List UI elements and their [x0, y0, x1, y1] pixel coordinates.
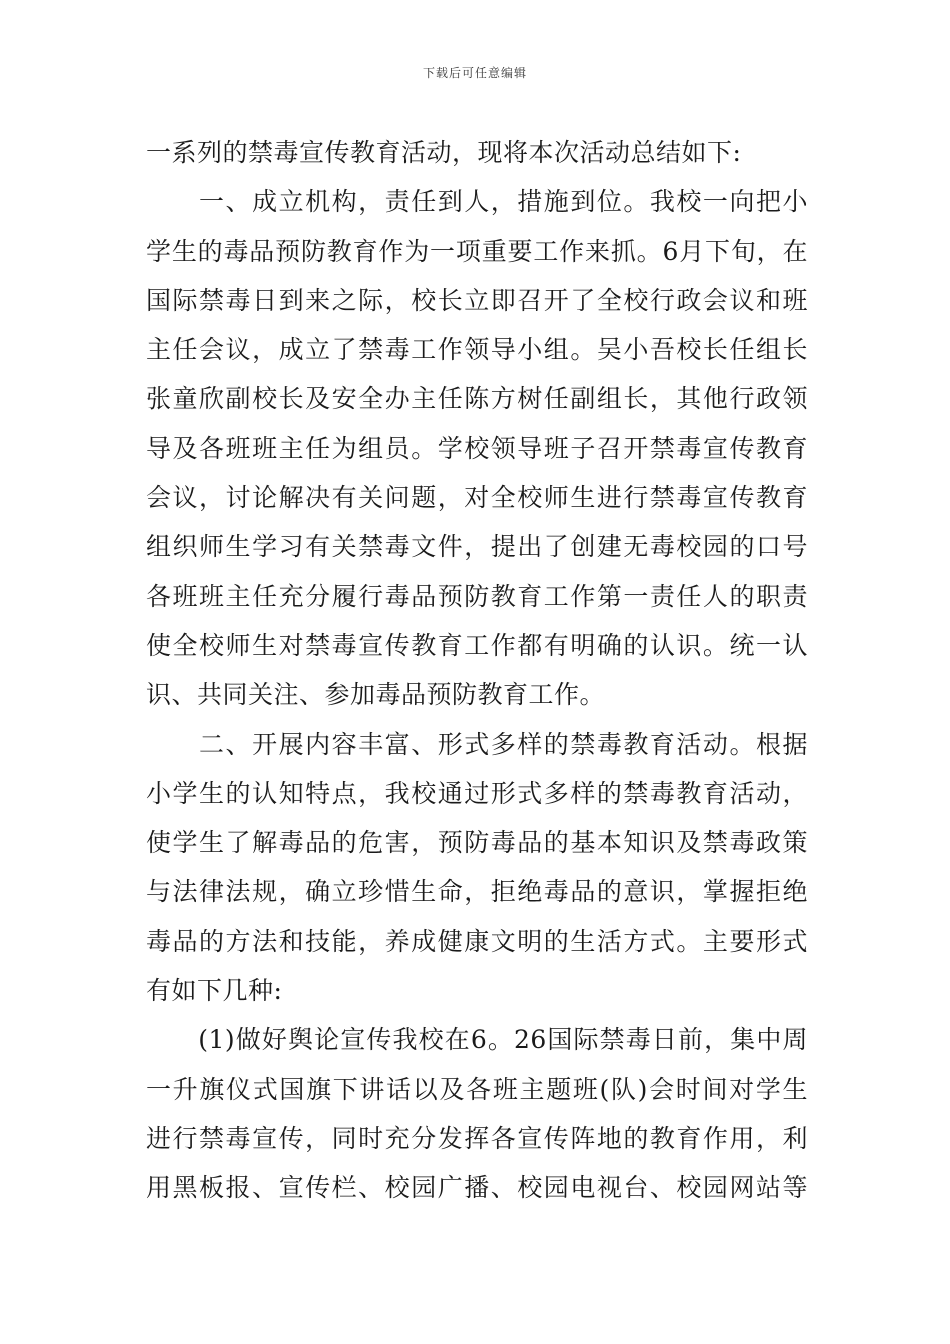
text-line: 使学生了解毒品的危害，预防毒品的基本知识及禁毒政策 — [146, 828, 808, 858]
text-line: 会议，讨论解决有关问题，对全校师生进行禁毒宣传教育 — [146, 483, 808, 513]
text-line: (1)做好舆论宣传我校在6。26国际禁毒日前，集中周 — [146, 1025, 808, 1055]
text-line: 一升旗仪式国旗下讲话以及各班主题班(队)会时间对学生 — [146, 1074, 808, 1104]
page-header: 下载后可任意编辑 — [422, 66, 527, 80]
text-line: 学生的毒品预防教育作为一项重要工作来抓。6月下旬，在 — [146, 236, 808, 266]
text-line: 有如下几种: — [146, 976, 283, 1006]
text-line: 毒品的方法和技能，养成健康文明的生活方式。主要形式 — [146, 926, 808, 956]
text-line: 用黑板报、宣传栏、校园广播、校园电视台、校园网站等 — [146, 1173, 808, 1203]
text-line: 二、开展内容丰富、形式多样的禁毒教育活动。根据 — [146, 729, 808, 759]
text-line: 与法律法规，确立珍惜生命，拒绝毒品的意识，掌握拒绝 — [146, 877, 808, 907]
document-body — [146, 128, 808, 1213]
text-line: 导及各班班主任为组员。学校领导班子召开禁毒宣传教育 — [146, 433, 808, 463]
text-line: 各班班主任充分履行毒品预防教育工作第一责任人的职责 — [146, 581, 808, 611]
text-line: 组织师生学习有关禁毒文件，提出了创建无毒校园的口号 — [146, 532, 808, 562]
text-line: 小学生的认知特点，我校通过形式多样的禁毒教育活动， — [146, 778, 808, 808]
text-line: 一系列的禁毒宣传教育活动，现将本次活动总结如下: — [146, 138, 742, 167]
text-line: 主任会议，成立了禁毒工作领导小组。吴小吾校长任组长 — [146, 335, 808, 365]
text-line: 国际禁毒日到来之际，校长立即召开了全校行政会议和班 — [146, 285, 808, 315]
text-line: 进行禁毒宣传，同时充分发挥各宣传阵地的教育作用，利 — [146, 1123, 808, 1153]
text-line: 使全校师生对禁毒宣传教育工作都有明确的认识。统一认 — [146, 630, 808, 660]
text-line: 一、成立机构，责任到人，措施到位。我校一向把小 — [146, 187, 808, 217]
text-line: 识、共同关注、参加毒品预防教育工作。 — [146, 680, 606, 710]
text-line: 张童欣副校长及安全办主任陈方树任副组长，其他行政领 — [146, 384, 808, 414]
